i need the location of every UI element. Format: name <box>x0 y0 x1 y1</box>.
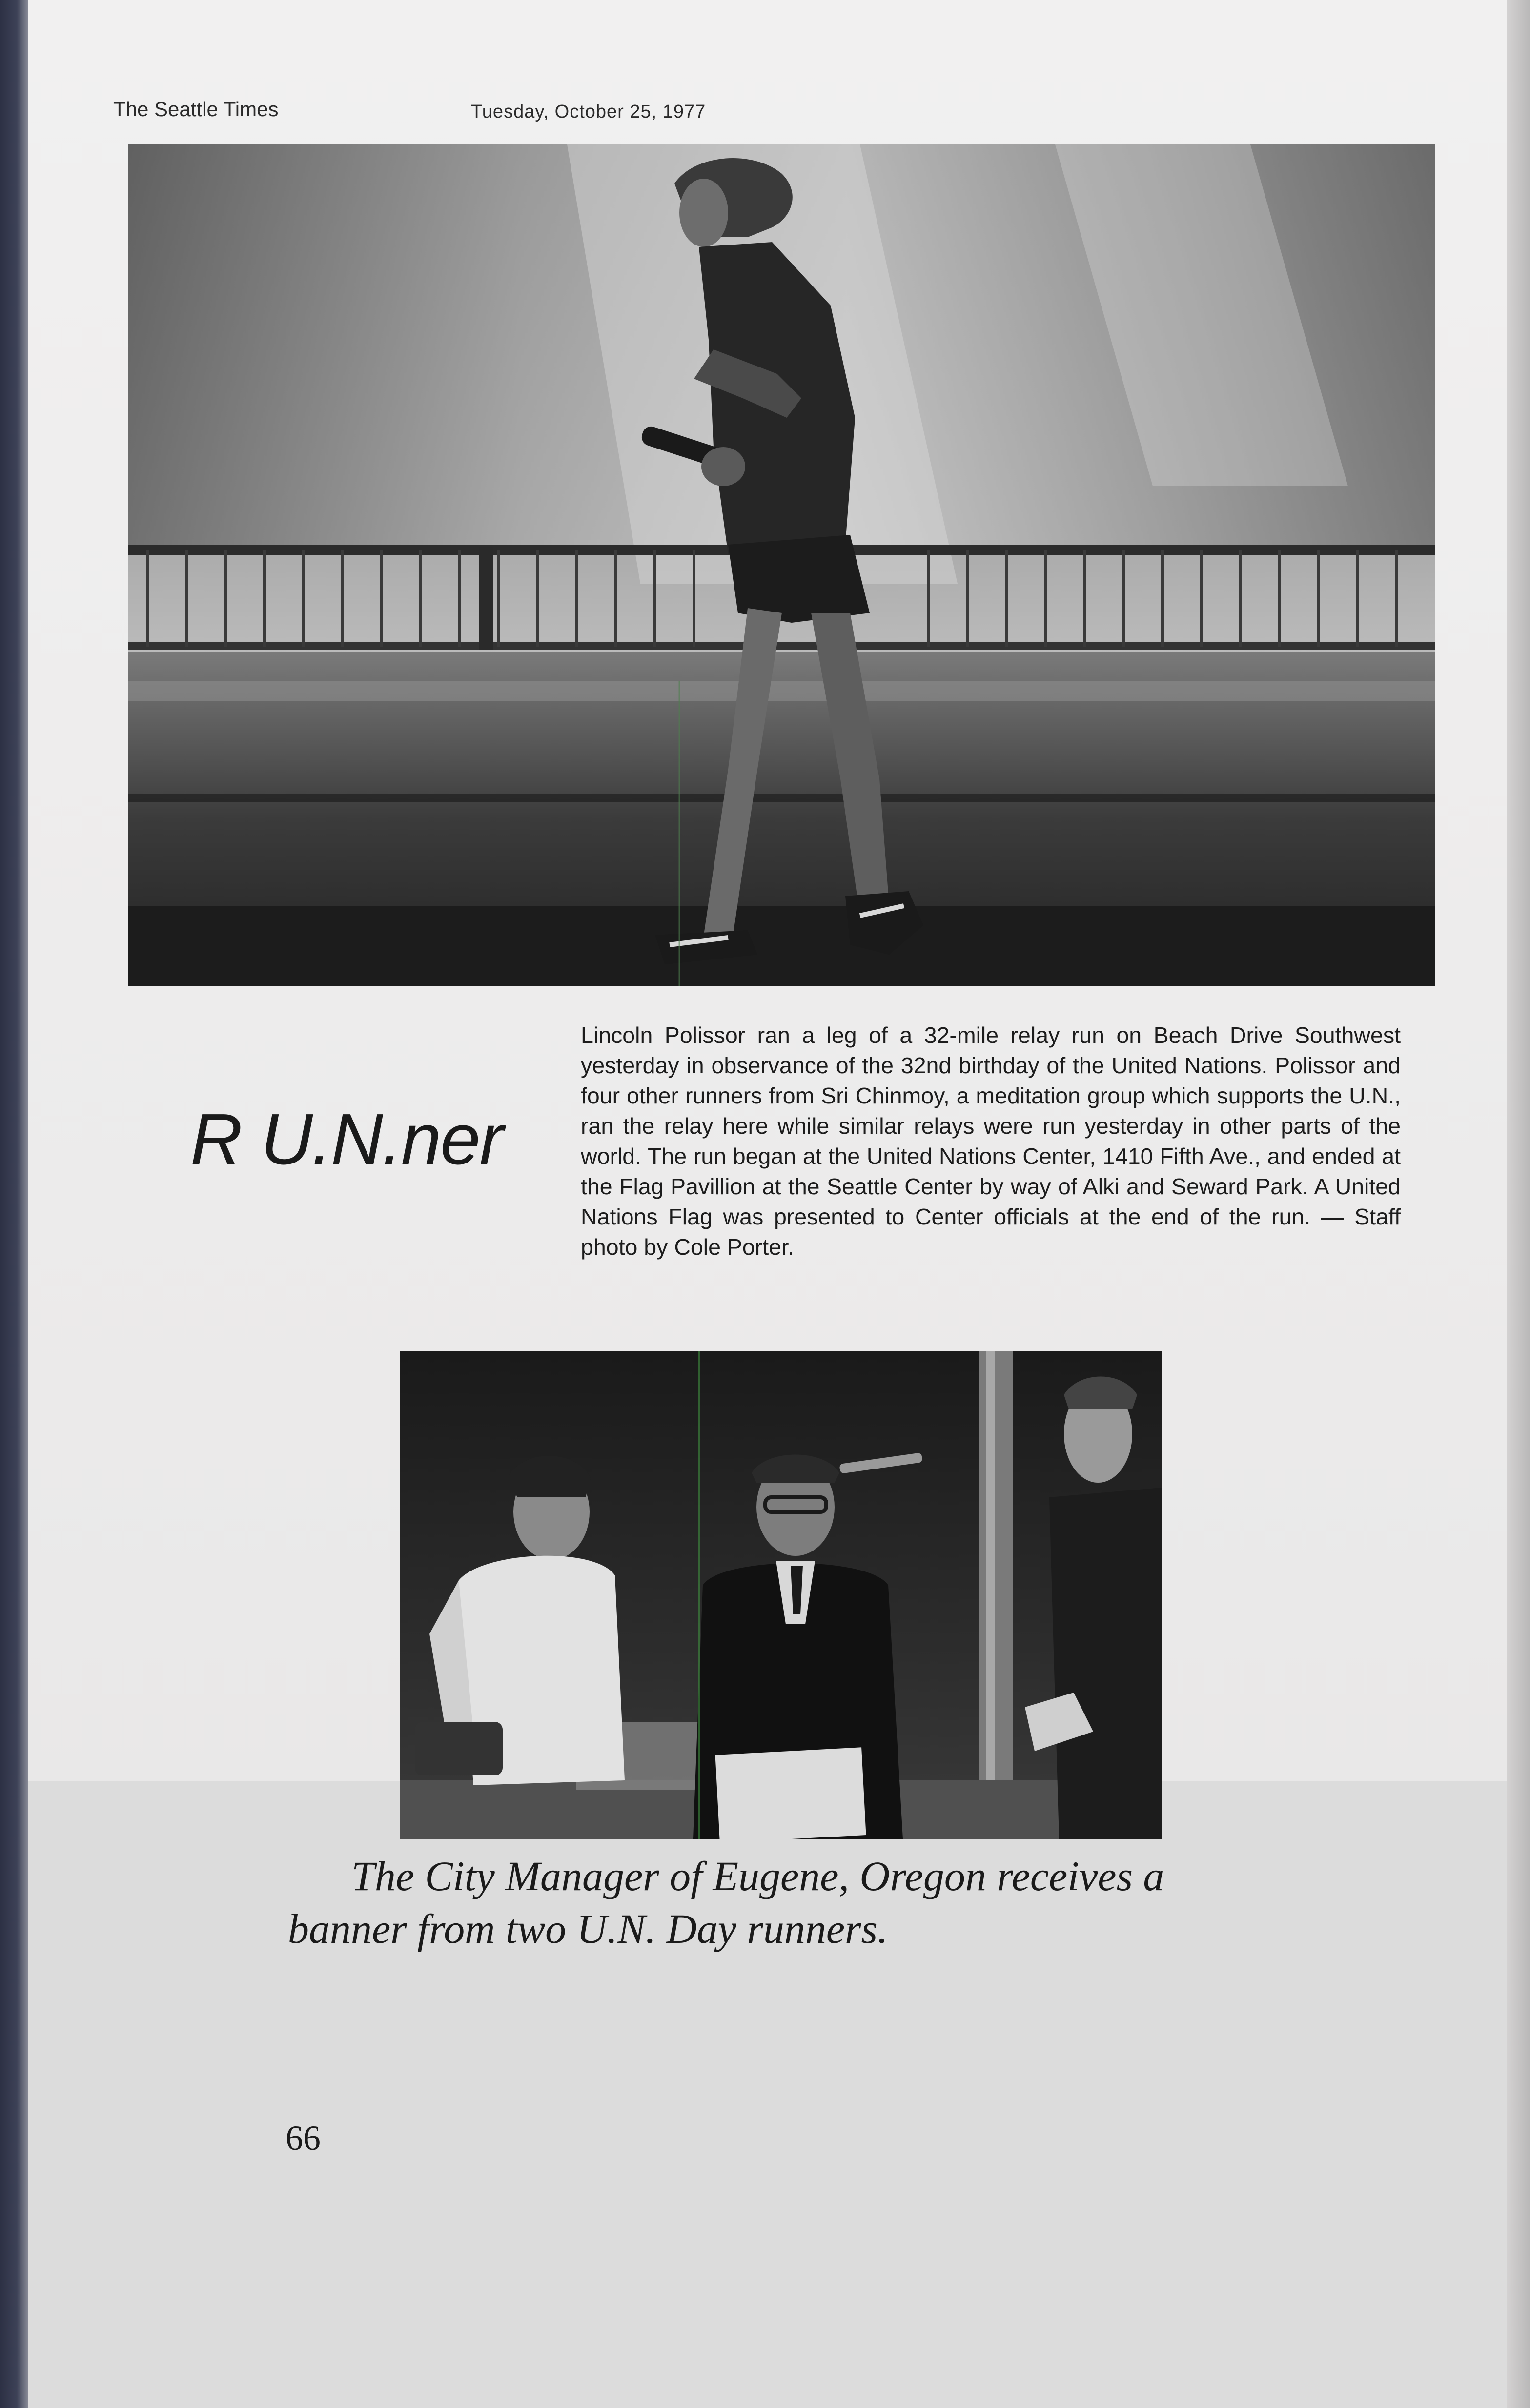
photo-caption <box>288 1850 1264 1955</box>
banner-presentation-photo <box>400 1351 1162 1839</box>
article-caption: Lincoln Polissor ran a leg of a 32-mile relay run on Beach Drive Southwest yesterday in observance of the 32nd birthday of the United Nations. Polissor and four other runners from Sri Chinmoy, a meditation group which supports the U.N., ran the relay here while similar relays were run yesterday in other parts of the world. The run began at the United Nations Center, 1410 Fifth Ave., and ended at the Flag Pavillion at the Seattle Center by way of Alki and Seward Park. A United Nations Flag was presented to Center officials at the end of the run. — Staff photo by Cole Porter. <box>581 1022 1401 1260</box>
newspaper-masthead: The Seattle Times <box>113 98 279 121</box>
article-headline: R U.N.ner <box>190 1099 503 1180</box>
page-right-edge <box>1507 0 1530 2408</box>
photo-caption-line-1: The City Manager of Eugene, Oregon receives a <box>351 1853 1164 1899</box>
page-number: 66 <box>286 2119 321 2158</box>
runner-photo <box>128 144 1435 986</box>
photo-caption-line-2: banner from two U.N. Day runners. <box>288 1905 888 1952</box>
page-binding-edge <box>0 0 28 2408</box>
newspaper-dateline: Tuesday, October 25, 1977 <box>471 102 706 122</box>
